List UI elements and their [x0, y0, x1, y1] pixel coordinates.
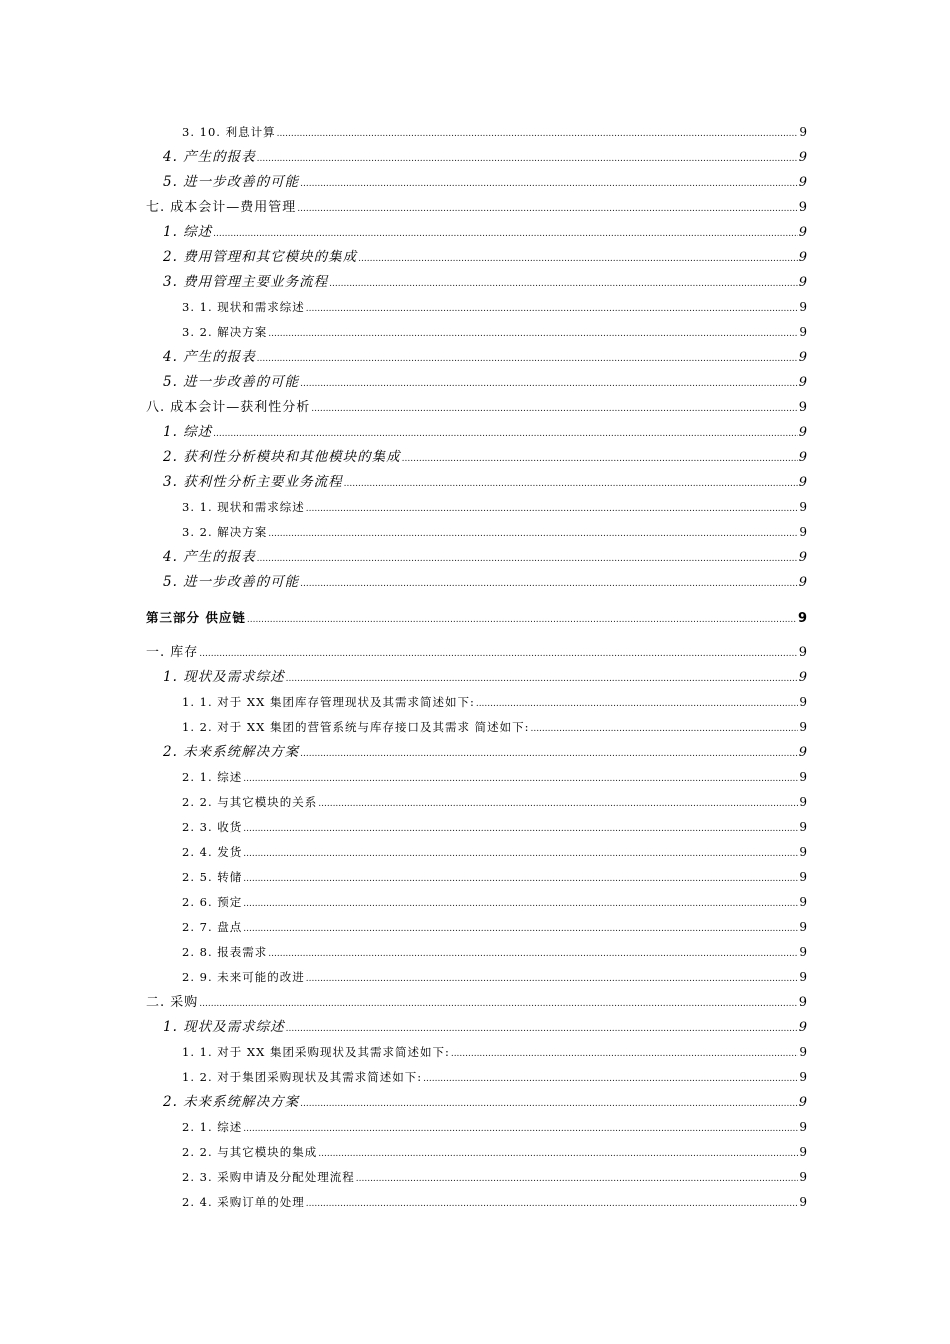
toc-entry-label: 4. 产生的报表 [163, 149, 256, 165]
toc-entry-label: 2. 2. 与其它模块的集成 [182, 1145, 318, 1159]
toc-entry-label: 1. 1. 对于 XX 集团采购现状及其需求简述如下: [182, 1045, 450, 1059]
dot-leader [402, 447, 798, 472]
toc-entry[interactable] [146, 495, 808, 520]
toc-page-number: 9 [797, 611, 808, 626]
dot-leader [243, 867, 798, 892]
dot-leader [297, 197, 797, 222]
toc-entry-label: 3. 2. 解决方案 [182, 325, 268, 339]
dot-leader [243, 917, 798, 942]
toc-page-number: 9 [799, 1045, 808, 1059]
toc-page-number: 9 [799, 770, 808, 784]
dot-leader [306, 497, 799, 522]
toc-page-number: 9 [798, 645, 808, 660]
toc-page-number: 9 [798, 670, 808, 685]
dot-leader [243, 817, 798, 842]
dot-leader [268, 322, 798, 347]
toc-page-number: 9 [798, 400, 808, 415]
toc-page-number: 9 [798, 250, 808, 265]
toc-entry-label: 2. 3. 收货 [182, 820, 243, 834]
dot-leader [213, 222, 798, 247]
dot-leader [243, 842, 798, 867]
toc-entry-label: 第三部分 供应链 [146, 610, 246, 625]
toc-entry[interactable] [146, 345, 808, 370]
toc-entry[interactable] [146, 915, 808, 940]
toc-entry[interactable] [146, 570, 808, 595]
toc-entry[interactable] [146, 740, 808, 765]
toc-entry-label: 5. 进一步改善的可能 [163, 174, 300, 190]
toc-page-number: 9 [798, 1020, 808, 1035]
dot-leader [356, 1167, 799, 1192]
dot-leader [243, 892, 798, 917]
toc-entry[interactable] [146, 665, 808, 690]
toc-page-number: 9 [799, 1145, 808, 1159]
dot-leader [247, 608, 797, 633]
dot-leader [268, 942, 798, 967]
toc-entry[interactable] [146, 370, 808, 395]
toc-entry-label: 1. 2. 对于集团采购现状及其需求简述如下: [182, 1070, 423, 1084]
dot-leader [277, 122, 799, 147]
toc-page-number: 9 [799, 525, 808, 539]
toc-entry[interactable] [146, 545, 808, 570]
dot-leader [530, 717, 798, 742]
toc-entry[interactable] [146, 715, 808, 740]
dot-leader [329, 272, 798, 297]
toc-entry-label: 2. 8. 报表需求 [182, 945, 268, 959]
toc-entry[interactable] [146, 445, 808, 470]
toc-entry[interactable] [146, 1015, 808, 1040]
toc-entry[interactable] [146, 395, 808, 420]
toc-page-number: 9 [799, 300, 808, 314]
dot-leader [286, 667, 798, 692]
toc-entry-label: 1. 综述 [163, 424, 213, 440]
toc-entry-label: 4. 产生的报表 [163, 349, 256, 365]
toc-page-number: 9 [799, 125, 808, 139]
dot-leader [311, 397, 797, 422]
toc-entry-label: 1. 综述 [163, 224, 213, 240]
toc-entry[interactable] [146, 940, 808, 965]
toc-entry[interactable] [146, 120, 808, 145]
toc-page-number: 9 [799, 870, 808, 884]
toc-entry-label: 2. 4. 采购订单的处理 [182, 1195, 305, 1209]
toc-entry-label: 2. 4. 发货 [182, 845, 243, 859]
toc-page-number: 9 [798, 550, 808, 565]
dot-leader [300, 1092, 798, 1117]
toc-entry[interactable] [146, 990, 808, 1015]
toc-entry-label: 2. 未来系统解决方案 [163, 744, 300, 760]
toc-entry-label: 2. 获利性分析模块和其他模块的集成 [163, 449, 401, 465]
toc-entry-label: 3. 1. 现状和需求综述 [182, 500, 305, 514]
toc-entry-label: 1. 2. 对于 XX 集团的营管系统与库存接口及其需求 简述如下: [182, 720, 530, 734]
toc-page-number: 9 [798, 225, 808, 240]
toc-page-number: 9 [799, 1195, 808, 1209]
toc-entry[interactable] [146, 640, 808, 665]
toc-page-number: 9 [799, 695, 808, 709]
dot-leader [318, 792, 798, 817]
toc-page-number: 9 [799, 920, 808, 934]
dot-leader [268, 522, 798, 547]
toc-entry-label: 2. 未来系统解决方案 [163, 1094, 300, 1110]
toc-entry-label: 3. 10. 利息计算 [182, 125, 276, 139]
toc-page-number: 9 [798, 375, 808, 390]
toc-page-number: 9 [799, 1170, 808, 1184]
toc-entry[interactable] [146, 890, 808, 915]
dot-leader [257, 347, 798, 372]
toc-entry[interactable] [146, 270, 808, 295]
toc-entry-label: 2. 1. 综述 [182, 1120, 243, 1134]
toc-entry[interactable] [146, 1090, 808, 1115]
toc-entry[interactable] [146, 1115, 808, 1140]
toc-entry-label: 1. 现状及需求综述 [163, 1019, 285, 1035]
toc-entry[interactable] [146, 295, 808, 320]
toc-page-number: 9 [798, 995, 808, 1010]
toc-page-number: 9 [799, 1120, 808, 1134]
dot-leader [476, 692, 799, 717]
dot-leader [358, 247, 798, 272]
dot-leader [306, 297, 799, 322]
dot-leader [300, 372, 798, 397]
toc-entry[interactable] [146, 320, 808, 345]
toc-entry[interactable] [146, 1140, 808, 1165]
toc-entry[interactable] [146, 840, 808, 865]
toc-entry-label: 2. 1. 综述 [182, 770, 243, 784]
toc-entry-label: 八. 成本会计—获利性分析 [146, 400, 311, 415]
toc-page-number: 9 [798, 425, 808, 440]
toc-page-number: 9 [799, 720, 808, 734]
toc-entry[interactable] [146, 865, 808, 890]
toc-entry[interactable] [146, 1165, 808, 1190]
toc-page-number: 9 [798, 350, 808, 365]
toc-page-number: 9 [799, 325, 808, 339]
toc-part-heading[interactable] [146, 605, 808, 630]
toc-entry[interactable] [146, 145, 808, 170]
toc-entry[interactable] [146, 1065, 808, 1090]
toc-page-number: 9 [799, 945, 808, 959]
dot-leader [344, 472, 798, 497]
toc-entry[interactable] [146, 420, 808, 445]
toc-page-number: 9 [798, 450, 808, 465]
toc-entry[interactable] [146, 245, 808, 270]
toc-entry-label: 2. 2. 与其它模块的关系 [182, 795, 318, 809]
toc-page-number: 9 [798, 275, 808, 290]
toc-entry-label: 2. 7. 盘点 [182, 920, 243, 934]
dot-leader [306, 1192, 799, 1217]
toc-entry[interactable] [146, 790, 808, 815]
toc-page-number: 9 [799, 500, 808, 514]
toc-page-number: 9 [799, 895, 808, 909]
dot-leader [423, 1067, 798, 1092]
toc-entry[interactable] [146, 520, 808, 545]
toc-page-number: 9 [798, 200, 808, 215]
dot-leader [257, 547, 798, 572]
toc-page-number: 9 [799, 795, 808, 809]
dot-leader [300, 172, 798, 197]
toc-entry-label: 2. 9. 未来可能的改进 [182, 970, 305, 984]
toc-entry[interactable] [146, 965, 808, 990]
toc-entry-label: 3. 获利性分析主要业务流程 [163, 474, 343, 490]
toc-entry-label: 一. 库存 [146, 645, 199, 660]
toc-entry-label: 1. 1. 对于 XX 集团库存管理现状及其需求简述如下: [182, 695, 475, 709]
toc-entry-label: 3. 1. 现状和需求综述 [182, 300, 305, 314]
toc-page-number: 9 [798, 1095, 808, 1110]
dot-leader [213, 422, 798, 447]
dot-leader [300, 742, 798, 767]
toc-entry[interactable] [146, 170, 808, 195]
toc-page-number: 9 [799, 845, 808, 859]
toc-entry-label: 3. 费用管理主要业务流程 [163, 274, 329, 290]
toc-entry[interactable] [146, 470, 808, 495]
toc-entry-label: 4. 产生的报表 [163, 549, 256, 565]
toc-page-number: 9 [798, 575, 808, 590]
toc-entry-label: 3. 2. 解决方案 [182, 525, 268, 539]
dot-leader [199, 642, 797, 667]
dot-leader [243, 767, 798, 792]
toc-entry-label: 二. 采购 [146, 995, 199, 1010]
toc-entry[interactable] [146, 765, 808, 790]
toc-page-number: 9 [799, 820, 808, 834]
toc-entry[interactable] [146, 1190, 808, 1215]
toc-page-number: 9 [798, 175, 808, 190]
toc-page-number: 9 [798, 150, 808, 165]
toc-entry[interactable] [146, 690, 808, 715]
dot-leader [199, 992, 797, 1017]
dot-leader [286, 1017, 798, 1042]
toc-page-number: 9 [799, 1070, 808, 1084]
toc-page-number: 9 [798, 745, 808, 760]
toc-entry[interactable] [146, 815, 808, 840]
toc-entry-label: 1. 现状及需求综述 [163, 669, 285, 685]
toc-entry-label: 七. 成本会计—费用管理 [146, 200, 297, 215]
dot-leader [451, 1042, 799, 1067]
toc-entry-label: 2. 5. 转储 [182, 870, 243, 884]
toc-page-number: 9 [799, 970, 808, 984]
toc-page-number: 9 [798, 475, 808, 490]
toc-entry-label: 2. 3. 采购申请及分配处理流程 [182, 1170, 355, 1184]
toc-entry-label: 2. 6. 预定 [182, 895, 243, 909]
toc-entry-label: 2. 费用管理和其它模块的集成 [163, 249, 358, 265]
toc-entry[interactable] [146, 220, 808, 245]
toc-entry[interactable] [146, 1040, 808, 1065]
toc-entry-label: 5. 进一步改善的可能 [163, 374, 300, 390]
dot-leader [243, 1117, 798, 1142]
dot-leader [300, 572, 798, 597]
dot-leader [318, 1142, 798, 1167]
toc-entry[interactable] [146, 195, 808, 220]
dot-leader [306, 967, 799, 992]
table-of-contents [146, 120, 808, 1215]
dot-leader [257, 147, 798, 172]
toc-entry-label: 5. 进一步改善的可能 [163, 574, 300, 590]
